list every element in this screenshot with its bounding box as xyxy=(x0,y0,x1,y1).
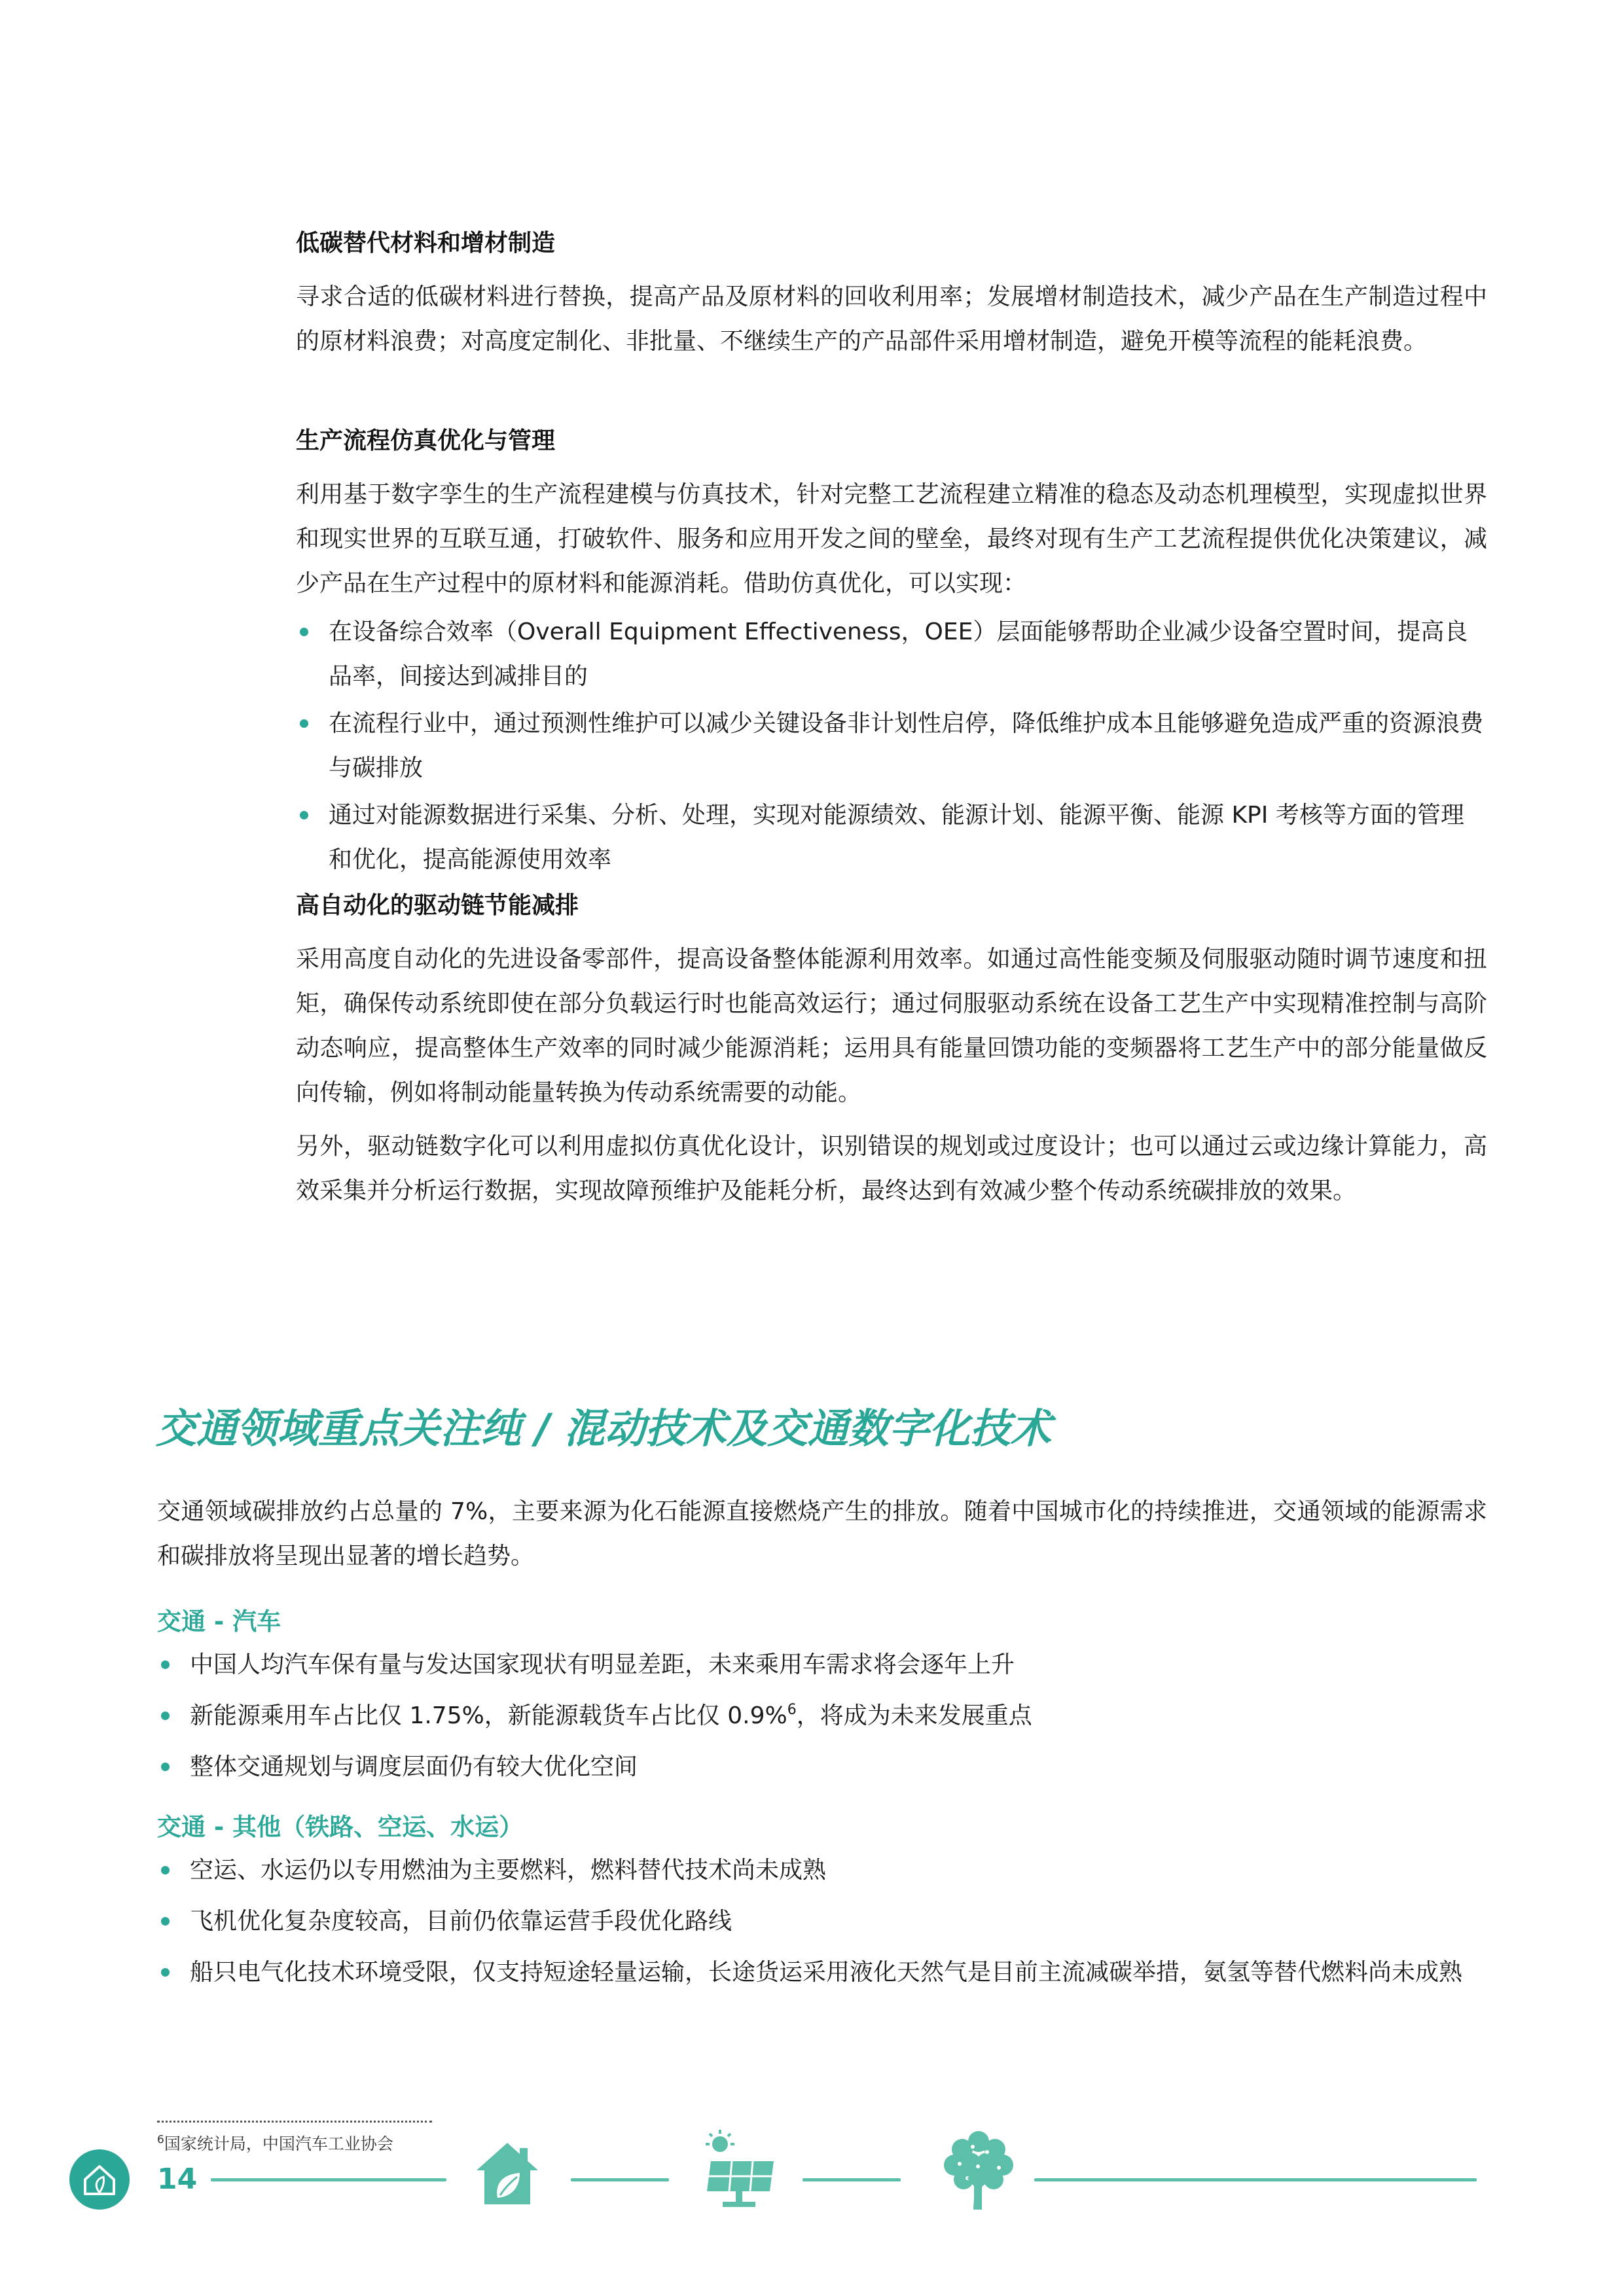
list-item: 在设备综合效率（Overall Equipment Effectiveness，OEE）层面能够帮助企业减少设备空置时间，提高良品率，间接达到减排目的 xyxy=(296,610,1487,699)
list-item: 中国人均汽车保有量与发达国家现状有明显差距，未来乘用车需求将会逐年上升 xyxy=(157,1643,1487,1687)
section-heading: 低碳替代材料和增材制造 xyxy=(296,230,556,257)
solar-panel-icon xyxy=(696,2127,782,2212)
section-paragraph: 另外，驱动链数字化可以利用虚拟仿真优化设计，识别错误的规划或过度设计；也可以通过云或边缘计算能力，高效采集并分析运行数据，实现故障预维护及能耗分析，最终达到有效减少整个传动系统碳排放的效果。 xyxy=(296,1133,1487,1204)
transport-title: 交通领域重点关注纯 / 混动技术及交通数字化技术 xyxy=(156,1405,1051,1452)
transport-car-heading: 交通 - 汽车 xyxy=(157,1607,281,1636)
footer-line xyxy=(571,2178,669,2181)
section-low-carbon-materials xyxy=(296,226,1487,364)
section-heading: 高自动化的驱动链节能减排 xyxy=(296,892,579,919)
list-item: 飞机优化复杂度较高，目前仍依靠运营手段优化路线 xyxy=(157,1899,1487,1944)
footnote-divider xyxy=(157,2121,432,2123)
transport-intro: 交通领域碳排放约占总量的 7%，主要来源为化石能源直接燃烧产生的排放。随着中国城市化的持续推进，交通领域的能源需求和碳排放将呈现出显著的增长趋势。 xyxy=(157,1498,1487,1570)
footer-line xyxy=(211,2178,446,2181)
bullet-dot-icon xyxy=(161,1712,170,1720)
bullet-dot-icon xyxy=(161,1866,170,1874)
list-item: 空运、水运仍以专用燃油为主要燃料，燃料替代技术尚未成熟 xyxy=(157,1848,1487,1893)
footnote: $^6$国家统计局，中国汽车工业协会 xyxy=(157,2133,393,2153)
list-item: 新能源乘用车占比仅 1.75%，新能源载货车占比仅 0.9%$^6$，将成为未来发展重点 xyxy=(157,1694,1487,1738)
bullet-dot-icon xyxy=(300,628,308,636)
bullet-dot-icon xyxy=(161,1763,170,1771)
section-paragraph: 寻求合适的低碳材料进行替换，提高产品及原材料的回收利用率；发展增材制造技术，减少产品在生产制造过程中的原材料浪费；对高度定制化、非批量、不继续生产的产品部件采用增材制造，避免开模等流程的能耗浪费。 xyxy=(296,283,1487,355)
house-leaf-icon xyxy=(471,2136,543,2208)
section-paragraph: 采用高度自动化的先进设备零部件，提高设备整体能源利用效率。如通过高性能变频及伺服驱动随时调节速度和扭矩，确保传动系统即使在部分负载运行时也能高效运行；通过伺服驱动系统在设备工艺生产中实现精准控制与高阶动态响应，提高整体生产效率的同时减少能源消耗；运用具有能量回馈功能的变频器将工艺生产中的部分能量做反向传输，例如将制动能量转换为传动系统需要的动能。 xyxy=(296,946,1487,1106)
transport-car-list xyxy=(157,1643,1487,1789)
footer-line xyxy=(803,2178,901,2181)
bullet-dot-icon xyxy=(161,1968,170,1977)
section-process-simulation xyxy=(296,424,1487,882)
list-item: 在流程行业中，通过预测性维护可以减少关键设备非计划性启停，降低维护成本且能够避免造成严重的资源浪费与碳排放 xyxy=(296,702,1487,791)
bullet-list xyxy=(296,610,1487,882)
bullet-dot-icon xyxy=(161,1660,170,1669)
section-heading: 生产流程仿真优化与管理 xyxy=(296,427,556,454)
transport-other-heading: 交通 - 其他（铁路、空运、水运） xyxy=(157,1813,524,1841)
transport-other-list xyxy=(157,1848,1487,1995)
list-item: 通过对能源数据进行采集、分析、处理，实现对能源绩效、能源计划、能源平衡、能源 KPI 考核等方面的管理和优化，提高能源使用效率 xyxy=(296,793,1487,882)
page-number: 14 xyxy=(157,2162,198,2196)
bullet-dot-icon xyxy=(161,1917,170,1926)
footer-line xyxy=(1034,2178,1477,2181)
bullet-dot-icon xyxy=(300,811,308,819)
home-leaf-icon[interactable] xyxy=(68,2148,131,2211)
list-item: 整体交通规划与调度层面仍有较大优化空间 xyxy=(157,1745,1487,1789)
list-item: 船只电气化技术环境受限，仅支持短途轻量运输，长途货运采用液化天然气是目前主流减碳举措，氨氢等替代燃料尚未成熟 xyxy=(157,1950,1487,1995)
section-paragraph: 利用基于数字孪生的生产流程建模与仿真技术，针对完整工艺流程建立精准的稳态及动态机理模型，实现虚拟世界和现实世界的互联互通，打破软件、服务和应用开发之间的壁垒，最终对现有生产工艺流程提供优化决策建议，减少产品在生产过程中的原材料和能源消耗。借助仿真优化，可以实现： xyxy=(296,481,1487,597)
section-drive-chain xyxy=(296,889,1487,1213)
bullet-dot-icon xyxy=(300,719,308,728)
footnote-ref: 6 xyxy=(787,1702,797,1718)
tree-icon xyxy=(936,2127,1021,2212)
